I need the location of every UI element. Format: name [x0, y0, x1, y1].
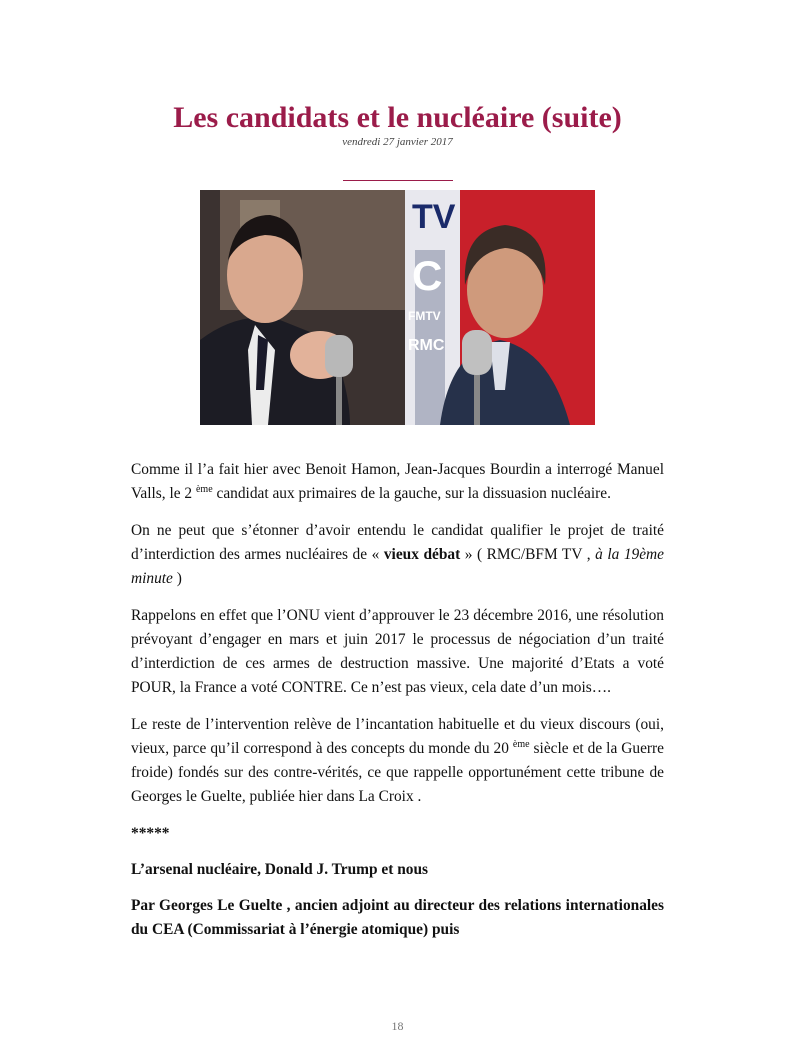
- p1-text-b: candidat aux primaires de la gauche, sur la dissuasion nucléaire.: [212, 485, 611, 502]
- p2-italic-time: à la 19ème minute: [131, 546, 664, 587]
- interview-photo-illustration: [200, 190, 595, 425]
- p2-bold-quote: vieux débat: [383, 546, 461, 563]
- overlay-text-4: RMC: [408, 337, 445, 354]
- page-title: Les candidats et le nucléaire (suite): [173, 101, 622, 134]
- interview-photo: [200, 190, 595, 425]
- p2-text-a: On ne peut que s’étonner d’avoir entendu le candidat qualifier le projet de traité d’interdiction des armes nucléaires de «: [131, 522, 664, 563]
- page-number: 18: [391, 1019, 404, 1033]
- p4-text-b: siècle et de la Guerre froide) fondés sur des contre-vérités, ce que rappelle opportunément cette tribune de Georges le Guelte, publiée hier dans La Croix .: [131, 740, 664, 805]
- article-heading: L’arsenal nucléaire, Donald J. Trump et nous: [131, 861, 429, 878]
- title-divider: [343, 180, 453, 181]
- overlay-text-3: FMTV: [408, 309, 441, 323]
- p2-text-b: » ( RMC/BFM TV ,: [460, 546, 591, 563]
- p1-superscript: ème: [195, 483, 213, 495]
- p2-text-c: ): [172, 570, 182, 587]
- paragraph-2: [131, 519, 664, 591]
- overlay-text-2: C: [412, 252, 443, 299]
- paragraph-3: Rappelons en effet que l’ONU vient d’approuver le 23 décembre 2016, une résolution prévoyant d’engager en mars et juin 2017 le processus de négociation d’un traité d’interdiction de ces armes de destruction massive. Une majorité d’Etats a voté POUR, la France a voté CONTRE. Ce n’est pas vieux, cela date d’un mois….: [131, 607, 664, 696]
- p1-text-a: Comme il l’a fait hier avec Benoit Hamon, Jean-Jacques Bourdin a interrogé Manuel Valls, le 2: [131, 461, 664, 502]
- paragraph-1: [131, 458, 664, 506]
- section-separator: *****: [131, 825, 170, 842]
- p4-superscript: ème: [512, 738, 530, 750]
- overlay-text-1: TV: [412, 198, 456, 236]
- article-byline: Par Georges Le Guelte , ancien adjoint au directeur des relations internationales du CEA (Commissariat à l’énergie atomique) puis: [131, 897, 664, 938]
- paragraph-4: [131, 713, 664, 809]
- p4-text-a: Le reste de l’intervention relève de l’incantation habituelle et du vieux discours (oui, vieux, parce qu’il correspond à des concepts du monde du 20: [131, 716, 664, 757]
- article-body: [131, 458, 664, 955]
- post-date: vendredi 27 janvier 2017: [342, 136, 453, 148]
